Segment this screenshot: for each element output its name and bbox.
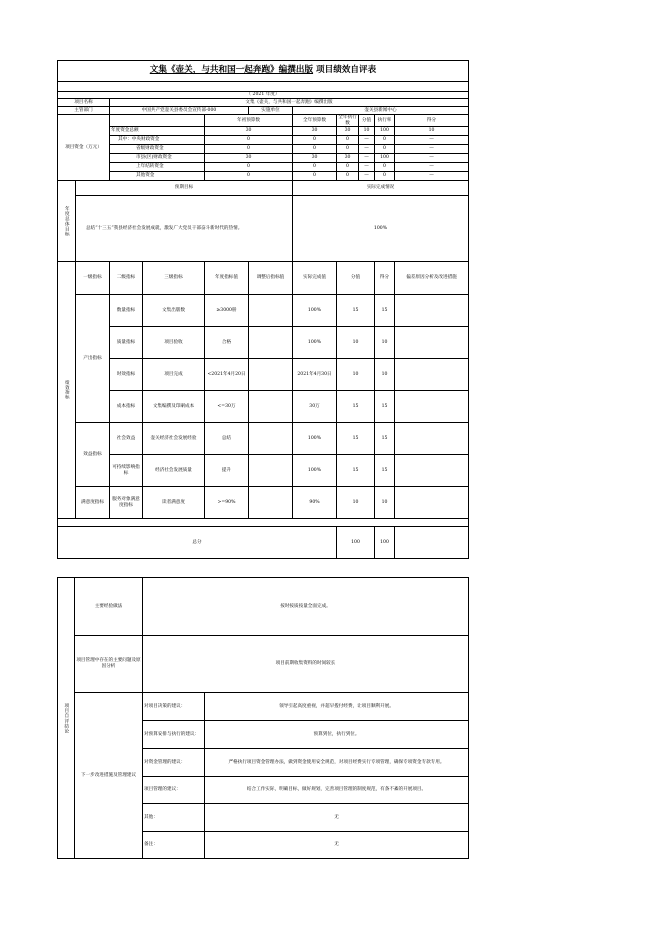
indicator-l2: 可持续影响指标 bbox=[110, 455, 143, 487]
funds-cell: — bbox=[395, 154, 469, 163]
indicator-score: 10 bbox=[337, 487, 375, 519]
main-practice-text: 按时按质按量全面完成。 bbox=[143, 578, 469, 636]
funds-cell: — bbox=[395, 163, 469, 172]
indicator-got: 15 bbox=[375, 391, 395, 423]
next-steps-label: 下一步改进措施及管理建议 bbox=[75, 693, 143, 859]
indicator-got: 10 bbox=[375, 359, 395, 391]
indicator-l2: 服务对象满意度指标 bbox=[110, 487, 143, 519]
funds-cell: 30 bbox=[293, 154, 337, 163]
funds-cell: 0 bbox=[205, 172, 293, 181]
indicator-score: 15 bbox=[337, 423, 375, 455]
indicator-header: 年度指标值 bbox=[205, 262, 249, 295]
indicator-l3: 项目验收 bbox=[143, 327, 205, 359]
indicator-l2: 时效指标 bbox=[110, 359, 143, 391]
indicator-got: 10 bbox=[375, 487, 395, 519]
evaluation-table bbox=[57, 60, 469, 559]
performance-indicators-label: 绩效指标 bbox=[58, 262, 76, 519]
satisfaction-indicator: 满意度指标 bbox=[76, 487, 110, 519]
funds-cell: 30 bbox=[337, 127, 359, 136]
indicator-header: 调整后指标值 bbox=[249, 262, 293, 295]
funds-cell: — bbox=[395, 136, 469, 145]
indicator-adjusted bbox=[249, 423, 293, 455]
indicator-got: 15 bbox=[375, 423, 395, 455]
unit-value: 壶关县新闻中心 bbox=[293, 107, 469, 115]
suggestion-text: 无 bbox=[205, 832, 469, 859]
suggestion-label: 对预算安排与执行的建议： bbox=[143, 721, 205, 749]
suggestion-text: 结合工作实际，明确目标，做好规划，完善项目管理的制度规范，有条不紊的开展项目。 bbox=[205, 777, 469, 804]
indicator-target: 提升 bbox=[205, 455, 249, 487]
funds-cell: 10 bbox=[359, 127, 375, 136]
actual-goal-text: 100% bbox=[293, 196, 469, 262]
funds-cell: 10 bbox=[395, 127, 469, 136]
self-evaluation-summary bbox=[57, 577, 469, 859]
funds-cell: 0 bbox=[293, 136, 337, 145]
title-project: 文集《壶关，与共和国一起奔跑》编撰出版 bbox=[149, 65, 314, 76]
indicator-header: 二级指标 bbox=[110, 262, 143, 295]
indicator-adjusted bbox=[249, 295, 293, 327]
indicator-l3: 项目完成 bbox=[143, 359, 205, 391]
evaluation-sheet bbox=[57, 60, 468, 559]
funds-cell: 100 bbox=[375, 127, 395, 136]
project-name-label: 项目名称 bbox=[58, 99, 110, 107]
effect-indicator: 效益指标 bbox=[76, 423, 110, 487]
suggestion-text: 预算到位，执行到位。 bbox=[205, 721, 469, 749]
indicator-adjusted bbox=[249, 455, 293, 487]
dept-value: 中国共产党壶关县委员会宣传部-000 bbox=[110, 107, 249, 115]
indicator-actual: 100% bbox=[293, 455, 337, 487]
page-title bbox=[58, 61, 469, 82]
expected-goal-text: 总结“十三五”我县经济社会发展成就，激发广大党员干部奋斗新时代的热情。 bbox=[76, 196, 293, 262]
indicator-score: 15 bbox=[337, 391, 375, 423]
output-indicator: 产出指标 bbox=[76, 295, 110, 423]
funds-cell: 0 bbox=[293, 163, 337, 172]
indicator-l2: 质量指标 bbox=[110, 327, 143, 359]
indicator-actual: 100% bbox=[293, 327, 337, 359]
suggestion-text: 无 bbox=[205, 804, 469, 832]
indicator-target: <=30万 bbox=[205, 391, 249, 423]
indicator-reason bbox=[395, 423, 469, 455]
funds-cell: 0 bbox=[375, 172, 395, 181]
indicator-header: 偏差原因分析及改进措施 bbox=[395, 262, 469, 295]
problems-text: 项目前期收集资料的时间较长 bbox=[143, 636, 469, 693]
dept-label: 主管部门 bbox=[58, 107, 110, 115]
funds-col-header: 全年执行数 bbox=[338, 115, 357, 126]
funds-label: 项目资金（万元） bbox=[58, 115, 110, 181]
indicator-reason bbox=[395, 327, 469, 359]
funds-row-name: 其中：中央财政资金 bbox=[110, 136, 205, 145]
funds-cell: 30 bbox=[293, 127, 337, 136]
indicator-reason bbox=[395, 295, 469, 327]
indicator-reason bbox=[395, 487, 469, 519]
funds-col-header: 分值 bbox=[359, 115, 375, 127]
indicator-l2: 社会效益 bbox=[110, 423, 143, 455]
funds-cell: — bbox=[359, 145, 375, 154]
funds-row-name: 省级财政资金 bbox=[110, 145, 205, 154]
suggestion-text: 严格执行项目资金管理办法，做到资金使用安全规范，对项目经费实行专项管理，确保专项资金专款专用。 bbox=[205, 749, 469, 777]
indicator-reason bbox=[395, 391, 469, 423]
funds-cell: 0 bbox=[375, 136, 395, 145]
indicator-l3: 文集编撰及印刷成本 bbox=[143, 391, 205, 423]
indicator-reason bbox=[395, 455, 469, 487]
indicator-got: 15 bbox=[375, 295, 395, 327]
suggestion-label: 备注： bbox=[143, 832, 205, 859]
expected-goal-label: 预期目标 bbox=[76, 181, 293, 196]
indicator-target: 合格 bbox=[205, 327, 249, 359]
indicator-l3: 壶关经济社会发展经验 bbox=[143, 423, 205, 455]
funds-cell: — bbox=[395, 145, 469, 154]
funds-cell: 0 bbox=[375, 163, 395, 172]
indicator-l2: 数量指标 bbox=[110, 295, 143, 327]
indicator-target: <2021年4月20日 bbox=[205, 359, 249, 391]
indicator-header: 得分 bbox=[375, 262, 395, 295]
indicator-adjusted bbox=[249, 391, 293, 423]
total-label: 总分 bbox=[58, 527, 337, 559]
indicator-l2: 成本指标 bbox=[110, 391, 143, 423]
funds-cell: 0 bbox=[337, 172, 359, 181]
indicator-got: 10 bbox=[375, 327, 395, 359]
year-line: （ 2021 年度） bbox=[58, 92, 469, 99]
funds-cell: 30 bbox=[205, 154, 293, 163]
funds-cell: 30 bbox=[205, 127, 293, 136]
funds-row-name: 年度资金总额 bbox=[110, 127, 205, 136]
funds-cell: — bbox=[395, 172, 469, 181]
indicator-target: 总结 bbox=[205, 423, 249, 455]
indicator-actual: 30万 bbox=[293, 391, 337, 423]
funds-cell: 0 bbox=[337, 163, 359, 172]
indicator-l3: 经济社会发展质量 bbox=[143, 455, 205, 487]
indicator-got: 15 bbox=[375, 455, 395, 487]
actual-goal-label: 实际完成情况 bbox=[293, 181, 469, 196]
indicator-adjusted bbox=[249, 487, 293, 519]
indicator-l3: 文集出版数 bbox=[143, 295, 205, 327]
indicator-actual: 90% bbox=[293, 487, 337, 519]
funds-cell: 0 bbox=[293, 172, 337, 181]
suggestion-label: 对资金管理的建议： bbox=[143, 749, 205, 777]
funds-cell: 0 bbox=[205, 163, 293, 172]
annual-goal-label: 年度总体目标 bbox=[58, 181, 76, 262]
indicator-actual: 2021年4月30日 bbox=[293, 359, 337, 391]
indicator-actual: 100% bbox=[293, 295, 337, 327]
indicator-score: 10 bbox=[337, 359, 375, 391]
suggestion-label: 对项目决策的建议： bbox=[143, 693, 205, 721]
funds-cell: — bbox=[359, 154, 375, 163]
funds-cell: — bbox=[359, 163, 375, 172]
funds-row-name: 上年结转资金 bbox=[110, 163, 205, 172]
funds-row-name: 市县(区)财政资金 bbox=[110, 154, 205, 163]
funds-cell: 30 bbox=[337, 154, 359, 163]
funds-row-name: 其他资金 bbox=[110, 172, 205, 181]
suggestion-label: 其他： bbox=[143, 804, 205, 832]
indicator-adjusted bbox=[249, 359, 293, 391]
funds-cell: 0 bbox=[205, 136, 293, 145]
summary-label: 项目自评结论 bbox=[58, 578, 75, 859]
funds-col-header: 执行率 bbox=[375, 115, 395, 127]
funds-cell: 0 bbox=[337, 145, 359, 154]
indicator-reason bbox=[395, 359, 469, 391]
indicator-header: 一级指标 bbox=[76, 262, 110, 295]
project-name-value: 文集《壶关，与共和国一起奔跑》编撰出版 bbox=[110, 99, 469, 107]
suggestion-text: 领导引起高度重视，并超早拨付经费，让项目顺利开展。 bbox=[205, 693, 469, 721]
indicator-target: ≥3000册 bbox=[205, 295, 249, 327]
indicator-score: 10 bbox=[337, 327, 375, 359]
unit-label: 实施单位 bbox=[249, 107, 293, 115]
funds-cell: 100 bbox=[375, 154, 395, 163]
funds-cell: 0 bbox=[205, 145, 293, 154]
indicator-score: 15 bbox=[337, 455, 375, 487]
indicator-target: >=90% bbox=[205, 487, 249, 519]
suggestion-label: 项目管理的建议： bbox=[143, 777, 205, 804]
funds-cell: — bbox=[359, 136, 375, 145]
indicator-actual: 100% bbox=[293, 423, 337, 455]
problems-label: 项目管理中存在的主要问题及原因分析 bbox=[75, 636, 143, 693]
title-suffix: 项目绩效自评表 bbox=[313, 65, 377, 76]
funds-cell: — bbox=[359, 172, 375, 181]
funds-col-header: 年初预算数 bbox=[205, 115, 293, 127]
funds-col-header: 全年预算数 bbox=[293, 115, 337, 127]
funds-cell: 0 bbox=[375, 145, 395, 154]
indicator-header: 分值 bbox=[337, 262, 375, 295]
funds-col-header: 得分 bbox=[395, 115, 469, 127]
indicator-l3: 读者满意度 bbox=[143, 487, 205, 519]
funds-cell: 0 bbox=[293, 145, 337, 154]
indicator-score: 15 bbox=[337, 295, 375, 327]
indicator-header: 三级指标 bbox=[143, 262, 205, 295]
indicator-adjusted bbox=[249, 327, 293, 359]
indicator-header: 实际完成值 bbox=[293, 262, 337, 295]
main-practice-label: 主要经验做法 bbox=[75, 578, 143, 636]
funds-cell: 0 bbox=[337, 136, 359, 145]
total-got: 100 bbox=[375, 527, 395, 559]
total-score: 100 bbox=[337, 527, 375, 559]
